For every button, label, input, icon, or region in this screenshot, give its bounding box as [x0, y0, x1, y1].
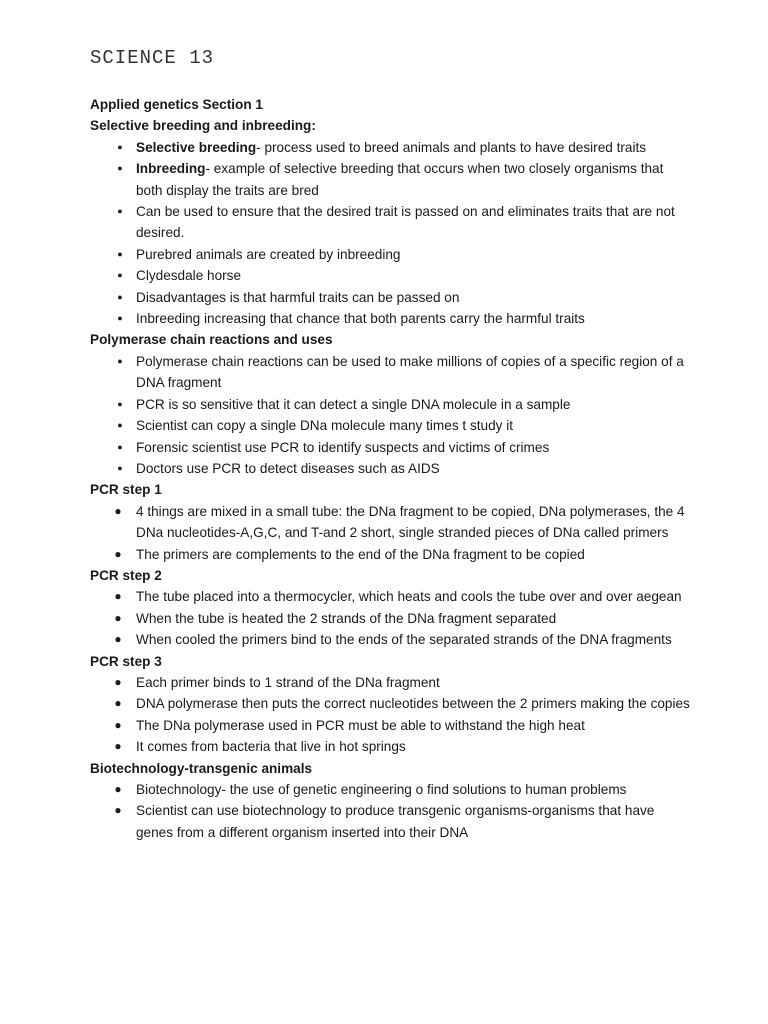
- item-text: When cooled the primers bind to the ends of the separated strands of the DNA fragments: [136, 632, 672, 648]
- bullet-list: [90, 351, 690, 479]
- section-header: Polymerase chain reactions and uses: [90, 332, 333, 348]
- bullet-icon: ●: [117, 163, 123, 174]
- list-item: [90, 158, 690, 201]
- list-item: [90, 736, 690, 757]
- list-item: [90, 308, 690, 329]
- item-text: The tube placed into a thermocycler, which heats and cools the tube over and over aegean: [136, 589, 682, 605]
- bullet-icon: ●: [117, 398, 123, 409]
- item-text: When the tube is heated the 2 strands of the DNa fragment separated: [136, 610, 557, 626]
- section-header: Biotechnology-transgenic animals: [90, 760, 313, 776]
- item-text: - process used to breed animals and plants to have desired traits: [256, 139, 647, 155]
- bullet-list: [90, 137, 690, 330]
- bullet-icon: ●: [114, 782, 122, 796]
- bullet-list: [90, 501, 690, 565]
- list-item: [90, 244, 690, 265]
- bullet-icon: ●: [114, 589, 122, 604]
- list-item: [90, 586, 690, 607]
- bullet-icon: ●: [117, 441, 123, 452]
- page-title: SCIENCE 13: [90, 47, 215, 69]
- list-item: [90, 501, 690, 544]
- document-body: [90, 94, 690, 843]
- bullet-icon: ●: [117, 355, 123, 366]
- bullet-icon: ●: [114, 546, 122, 561]
- list-item: [90, 544, 690, 565]
- section-header: PCR step 3: [90, 653, 162, 669]
- bullet-icon: ●: [114, 739, 122, 754]
- list-item: [90, 137, 690, 158]
- section-header: Applied genetics Section 1: [90, 97, 263, 112]
- section-subheader: Selective breeding and inbreeding:: [90, 118, 316, 134]
- item-text: Each primer binds to 1 strand of the DNa fragment: [136, 674, 440, 690]
- item-text: The DNa polymerase used in PCR must be able to withstand the high heat: [136, 717, 585, 733]
- list-item: [90, 394, 690, 415]
- bullet-icon: ●: [114, 803, 122, 818]
- item-text: Scientist can copy a single DNa molecule many times t study it: [136, 418, 514, 434]
- bullet-list: [90, 586, 690, 650]
- list-item: [90, 608, 690, 629]
- list-item: [90, 715, 690, 736]
- list-item: [90, 800, 690, 843]
- bullet-icon: ●: [117, 313, 123, 324]
- list-item: [90, 415, 690, 436]
- term: Selective breeding: [136, 139, 257, 155]
- item-text: - example of selective breeding that occurs when two closely organisms that both display the traits are bred: [136, 161, 664, 198]
- item-text: Biotechnology- the use of genetic engineering o find solutions to human problems: [136, 782, 627, 797]
- bullet-list: [90, 779, 690, 843]
- bullet-icon: ●: [114, 632, 122, 647]
- list-item: [90, 287, 690, 308]
- bullet-icon: ●: [117, 420, 123, 431]
- item-text: The primers are complements to the end of the DNa fragment to be copied: [136, 546, 585, 562]
- list-item: [90, 629, 690, 650]
- list-item: [90, 437, 690, 458]
- section-header: PCR step 2: [90, 567, 162, 583]
- bullet-icon: ●: [114, 696, 122, 711]
- list-item: [90, 693, 690, 714]
- item-text: Scientist can use biotechnology to produce transgenic organisms-organisms that have genes from a different organism inserted into their DNA: [136, 803, 655, 840]
- document-page: [90, 44, 690, 843]
- bullet-icon: ●: [114, 610, 122, 625]
- bullet-icon: ●: [117, 206, 123, 217]
- item-text: DNA polymerase then puts the correct nucleotides between the 2 primers making the copies: [136, 696, 690, 712]
- item-text: PCR is so sensitive that it can detect a single DNA molecule in a sample: [136, 396, 571, 412]
- item-text: Disadvantages is that harmful traits can be passed on: [136, 289, 460, 305]
- bullet-icon: ●: [117, 248, 123, 259]
- list-item: [90, 201, 690, 244]
- item-text: Can be used to ensure that the desired trait is passed on and eliminates traits that are not desired.: [136, 204, 675, 241]
- item-text: It comes from bacteria that live in hot springs: [136, 739, 406, 755]
- bullet-icon: ●: [117, 462, 123, 473]
- item-text: Clydesdale horse: [136, 268, 242, 284]
- list-item: [90, 672, 690, 693]
- bullet-icon: ●: [117, 291, 123, 302]
- item-text: 4 things are mixed in a small tube: the DNa fragment to be copied, DNa polymerases, the 4 DNa nucleotides-A,G,C, and T-and 2 short, single stranded pieces of DNa called primers: [136, 503, 685, 541]
- item-text: Doctors use PCR to detect diseases such as AIDS: [136, 460, 440, 476]
- item-text: Inbreeding increasing that chance that both parents carry the harmful traits: [136, 311, 585, 327]
- bullet-icon: ●: [117, 270, 123, 281]
- list-item: [90, 351, 690, 394]
- bullet-icon: ●: [114, 717, 122, 732]
- section-header: PCR step 1: [90, 482, 162, 498]
- bullet-icon: ●: [114, 674, 122, 689]
- list-item: [90, 458, 690, 479]
- list-item: [90, 265, 690, 286]
- item-text: Forensic scientist use PCR to identify suspects and victims of crimes: [136, 439, 550, 455]
- item-text: Purebred animals are created by inbreeding: [136, 246, 401, 262]
- bullet-icon: ●: [117, 141, 123, 152]
- item-text: Polymerase chain reactions can be used to make millions of copies of a specific region of a DNA fragment: [136, 353, 684, 391]
- term: Inbreeding: [136, 161, 206, 177]
- bullet-list: [90, 672, 690, 758]
- bullet-icon: ●: [114, 503, 122, 518]
- list-item: [90, 779, 690, 800]
